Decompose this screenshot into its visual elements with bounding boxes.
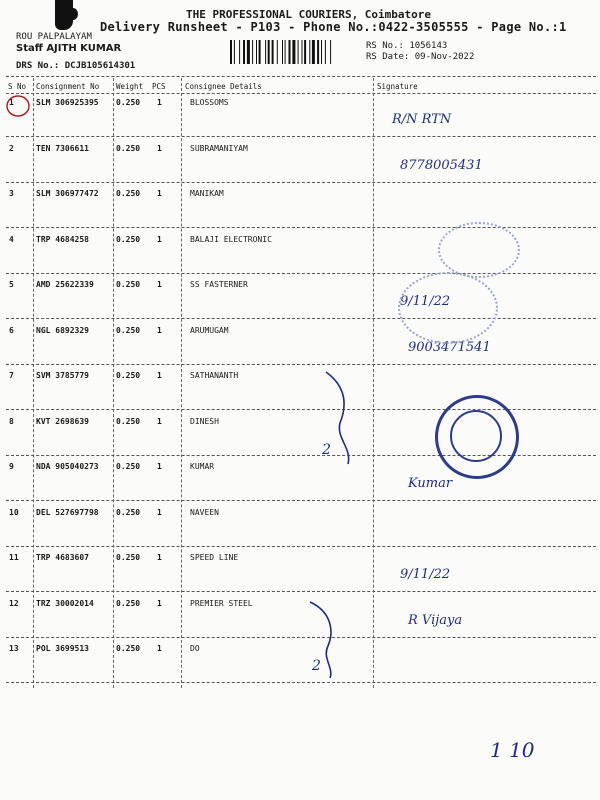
barcode-bar: [252, 40, 253, 64]
row-pcs: 1: [157, 644, 162, 653]
row-pcs: 1: [157, 462, 162, 471]
barcode-bar: [292, 40, 295, 64]
row-weight: 0.250: [116, 462, 141, 471]
row-weight: 0.250: [116, 507, 141, 517]
row-signature: 9003471541: [408, 339, 491, 355]
row-consignment-no: KVT 2698639: [36, 416, 89, 426]
drs-number: DRS No.: DCJB105614301: [16, 61, 136, 71]
route-label: ROU PALPALAYAM: [16, 32, 92, 42]
row-consignment-no: AMD 25622339: [36, 280, 94, 289]
row-pcs: 1: [157, 325, 162, 335]
row-weight: 0.250: [116, 325, 141, 335]
col-header-pcs: PCS: [152, 82, 166, 91]
bracket-note: 2: [312, 658, 321, 674]
barcode-bar: [277, 40, 278, 64]
row-divider: [6, 318, 596, 319]
row-pcs: 1: [157, 98, 162, 107]
row-pcs: 1: [157, 234, 162, 244]
barcode-bar: [309, 40, 310, 64]
col-header-consignee: Consignee Details: [185, 82, 262, 91]
row-consignment-no: SVM 3785779: [36, 371, 89, 380]
barcode-bar: [289, 40, 291, 64]
bracket-mark: [304, 598, 344, 682]
row-pcs: 1: [157, 507, 162, 517]
row-divider: [6, 227, 596, 228]
row-sno: 4: [9, 234, 14, 244]
row-consignment-no: TEN 7306611: [36, 143, 89, 153]
company-title: THE PROFESSIONAL COURIERS, Coimbatore: [186, 8, 432, 21]
barcode-bar: [234, 40, 235, 64]
col-header-weight: Weight: [116, 82, 144, 91]
barcode-bar: [256, 40, 257, 64]
row-divider: [6, 273, 596, 274]
row-divider: [6, 364, 596, 365]
row-divider: [6, 136, 596, 137]
row-consignee: SPEED LINE: [190, 553, 239, 562]
barcode-bar: [302, 40, 303, 64]
row-sno: 5: [9, 280, 14, 289]
rs-date: RS Date: 09-Nov-2022: [366, 52, 475, 62]
barcode-bar: [325, 40, 326, 64]
row-pcs: 1: [157, 371, 162, 380]
barcode-bar: [247, 40, 250, 64]
row-weight: 0.250: [116, 234, 141, 244]
col-divider: [113, 78, 114, 688]
col-divider: [33, 78, 34, 688]
row-sno: 6: [9, 325, 14, 335]
barcode: [230, 40, 360, 64]
row-weight: 0.250: [116, 416, 141, 426]
row-consignee: SATHANANTH: [190, 371, 239, 380]
barcode-bar: [330, 40, 331, 64]
row-consignee: DINESH: [190, 416, 219, 426]
barcode-bar: [312, 40, 315, 64]
row-consignment-no: NDA 905040273: [36, 462, 99, 471]
row-consignment-no: POL 3699513: [36, 644, 89, 653]
col-header-sno: S No: [8, 82, 27, 91]
staff-name: Staff AJITH KUMAR: [16, 43, 122, 54]
row-sno: 9: [9, 462, 14, 471]
row-signature: R/N RTN: [392, 112, 452, 127]
row-weight: 0.250: [116, 371, 141, 380]
row-signature: 8778005431: [400, 157, 483, 173]
row-weight: 0.250: [116, 598, 141, 608]
barcode-bar: [239, 40, 240, 64]
barcode-bar: [298, 40, 299, 64]
footer-handwritten-note: 1 10: [490, 738, 535, 762]
row-consignee: KUMAR: [190, 462, 215, 471]
row-pcs: 1: [157, 416, 162, 426]
row-consignment-no: TRP 4683607: [36, 553, 89, 562]
row-sno: 3: [9, 189, 14, 198]
row-pcs: 1: [157, 598, 162, 608]
row-signature: 9/11/22: [400, 567, 451, 582]
barcode-bar: [285, 40, 286, 64]
row-signature: 9/11/22: [400, 294, 451, 309]
row-consignee: PREMIER STEEL: [190, 598, 253, 608]
row-divider: [6, 682, 596, 683]
row-consignee: ARUMUGAM: [190, 325, 229, 335]
row-consignee: SS FASTERNER: [190, 280, 248, 289]
barcode-bar: [259, 40, 261, 64]
barcode-bar: [265, 40, 266, 64]
row-consignee: DO: [190, 644, 200, 653]
row-consignment-no: TRP 4684258: [36, 234, 89, 244]
row-divider: [6, 591, 596, 592]
row-weight: 0.250: [116, 189, 141, 198]
runsheet-title: Delivery Runsheet - P103 - Phone No.:0422-3505555 - Page No.:1: [100, 20, 567, 34]
row-sno: 1: [9, 98, 14, 107]
header-divider: [6, 93, 596, 94]
row-consignment-no: SLM 306925395: [36, 98, 99, 107]
row-pcs: 1: [157, 280, 162, 289]
col-header-signature: Signature: [377, 82, 418, 91]
bracket-note: 2: [322, 442, 331, 458]
courier-stamp: [450, 410, 502, 462]
row-sno: 2: [9, 143, 14, 153]
row-consignment-no: SLM 306977472: [36, 189, 99, 198]
row-divider: [6, 637, 596, 638]
row-sno: 12: [9, 598, 19, 608]
row-divider: [6, 546, 596, 547]
row-consignment-no: DEL 527697798: [36, 507, 99, 517]
barcode-bar: [272, 40, 274, 64]
row-circle-mark: [4, 92, 32, 120]
row-pcs: 1: [157, 553, 162, 562]
rs-number: RS No.: 1056143: [366, 41, 448, 51]
row-pcs: 1: [157, 189, 162, 198]
row-weight: 0.250: [116, 98, 141, 107]
row-sno: 11: [9, 553, 19, 562]
barcode-bar: [282, 40, 283, 64]
row-sno: 7: [9, 371, 14, 380]
barcode-bar: [230, 40, 232, 64]
row-sno: 10: [9, 507, 19, 517]
row-weight: 0.250: [116, 553, 141, 562]
row-signature: R Vijaya: [408, 612, 463, 628]
barcode-bar: [243, 40, 245, 64]
row-signature: Kumar: [408, 476, 453, 491]
row-consignment-no: TRZ 30002014: [36, 598, 94, 608]
barcode-bar: [268, 40, 270, 64]
row-sno: 13: [9, 644, 19, 653]
col-divider: [181, 78, 182, 688]
faded-stamp: [398, 272, 498, 344]
row-sno: 8: [9, 416, 14, 426]
table-top-border: [6, 76, 596, 77]
row-consignee: BLOSSOMS: [190, 98, 229, 107]
row-consignee: MANIKAM: [190, 189, 224, 198]
barcode-bar: [321, 40, 322, 64]
row-consignee: SUBRAMANIYAM: [190, 143, 248, 153]
redaction-mark: [68, 8, 78, 20]
row-divider: [6, 182, 596, 183]
row-weight: 0.250: [116, 644, 141, 653]
faded-stamp: [438, 222, 520, 278]
row-divider: [6, 500, 596, 501]
col-divider: [373, 78, 374, 688]
row-consignment-no: NGL 6892329: [36, 325, 89, 335]
row-pcs: 1: [157, 143, 162, 153]
row-weight: 0.250: [116, 280, 141, 289]
barcode-bar: [317, 40, 319, 64]
row-consignee: NAVEEN: [190, 507, 219, 517]
barcode-bar: [304, 40, 306, 64]
col-header-consignment: Consignment No: [36, 82, 100, 91]
row-consignee: BALAJI ELECTRONIC: [190, 234, 272, 244]
row-weight: 0.250: [116, 143, 141, 153]
